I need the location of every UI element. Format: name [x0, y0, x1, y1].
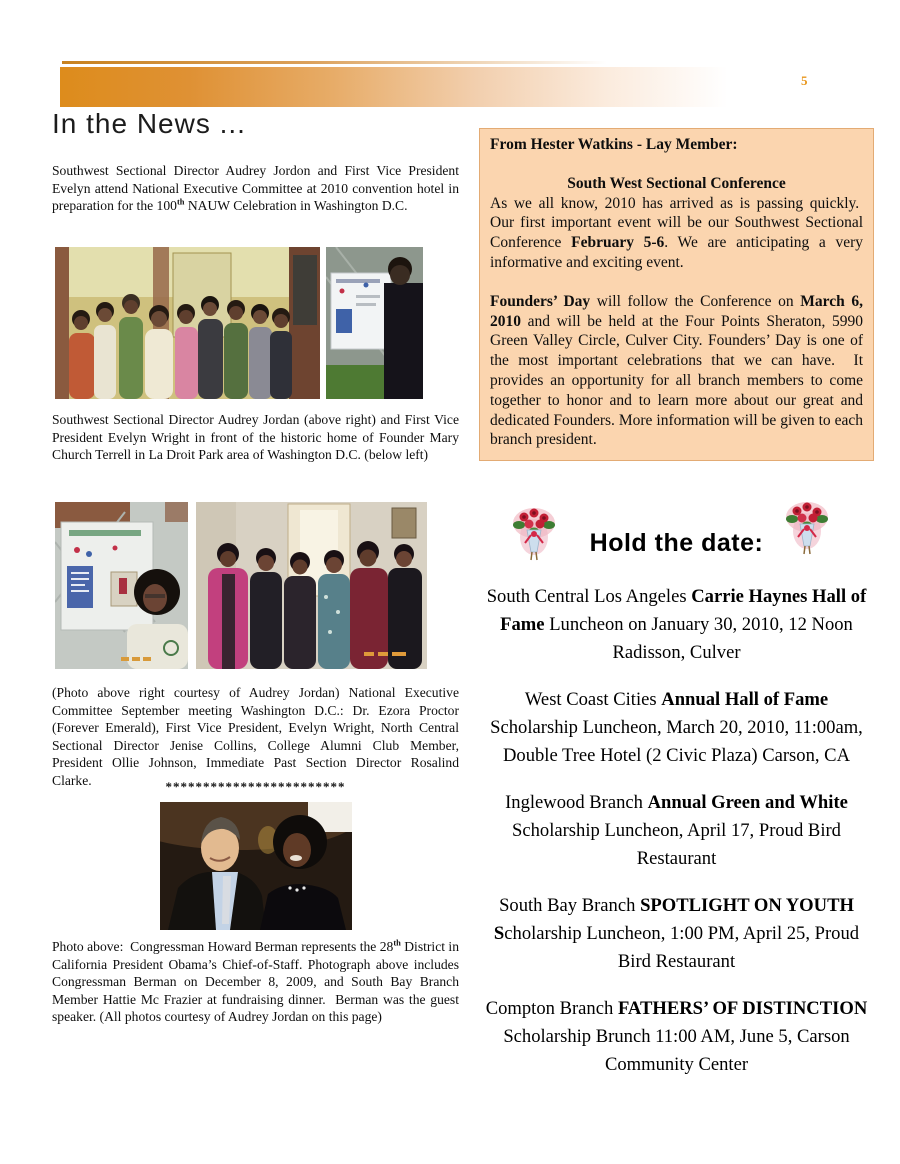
section-heading: In the News ... [52, 108, 246, 139]
intro-paragraph: Southwest Sectional Director Audrey Jordon and First Vice President Evelyn attend National Executive Committee at 2010 convention hotel in preparation for the 100th NAUW Celebration in Washington D.C. [52, 163, 459, 213]
event-compton: Compton Branch FATHERS’ OF DISTINCTION Scholarship Brunch 11:00 AM, June 5, Carson Community Center [485, 998, 868, 1075]
asterisk-separator: ************************ [165, 779, 346, 794]
caption-committee: (Photo above right courtesy of Audrey Jordan) National Executive Committee September meeting Washington D.C.: Dr. Ezora Proctor (Forever Emerald), First Vice President, Evelyn Wright, North Central Sectional Director Jenise Collins, College Alumni Club Member, President Ollie Johnson, Immediate Past Section Director Rosalind Clarke. [52, 685, 459, 788]
event-south-bay: South Bay Branch SPOTLIGHT ON YOUTH Scholarship Luncheon, 1:00 PM, April 25, Proud Bird Restaurant [493, 895, 860, 972]
announcement-box [479, 128, 874, 461]
box-subhead: South West Sectional Conference [567, 174, 786, 192]
event-carrie-haynes: South Central Los Angeles Carrie Haynes Hall of Fame Luncheon on January 30, 2010, 12 Noon Radisson, Culver [486, 586, 867, 663]
event-inglewood: Inglewood Branch Annual Green and White Scholarship Luncheon, April 17, Proud Bird Restaurant [505, 792, 848, 869]
hold-the-date-header [479, 503, 874, 569]
photo-berman-frazier [160, 802, 352, 930]
box-paragraph-conference: As we all know, 2010 has arrived as is passing quickly. Our first important event will be our Southwest Sectional Conference February 5-6. We are anticipating a very informative and exciting event. [490, 194, 863, 271]
photo-berman-wrap [52, 802, 459, 930]
page-number: 5 [801, 73, 808, 88]
photo-executive-committee [196, 502, 427, 669]
photo-director-sign [326, 247, 423, 399]
top-accent-line [62, 61, 607, 64]
photo-group-convention [55, 247, 320, 399]
photo-row-convention [55, 247, 423, 399]
box-paragraph-founders-day: Founders’ Day will follow the Conference on March 6, 2010 and will be held at the Four Points Sheraton, 5990 Green Valley Circle, Culver City. Founders’ Day is one of the most important celebrations that we can have. It provides an opportunity for all branch members to come together to honor and to learn more about our great and dedicated Founders. More information will be given to each branch president. [490, 292, 863, 449]
hold-the-date-title: Hold the date: [589, 529, 764, 557]
event-list [479, 583, 874, 1098]
photo-terrell-marker [55, 502, 188, 669]
header-gradient-bar [60, 67, 778, 107]
event-west-coast-cities: West Coast Cities Annual Hall of Fame Scholarship Luncheon, March 20, 2010, 11:00am, Double Tree Hotel (2 Civic Plaza) Carson, CA [490, 689, 863, 766]
photo-note-paragraph: Photo above: Congressman Howard Berman represents the 28th District in California President Obama’s Chief-of-Staff. Photograph above includes Congressman Berman on December 8, 2009, and South Bay Branch Member Hattie Mc Frazier at fundraising dinner. Berman was the guest speaker. (All photos courtesy of Audrey Jordan on this page) [52, 937, 459, 1024]
photo-row-dc [55, 502, 427, 669]
box-header: From Hester Watkins - Lay Member: [490, 136, 738, 153]
rose-bouquet-icon [784, 499, 830, 557]
caption-terrell-home: Southwest Sectional Director Audrey Jordan (above right) and First Vice President Evelyn Wright in front of the historic home of Founder Mary Church Terrell in La Droit Park area of Washington D.C. (below left) [52, 412, 459, 462]
